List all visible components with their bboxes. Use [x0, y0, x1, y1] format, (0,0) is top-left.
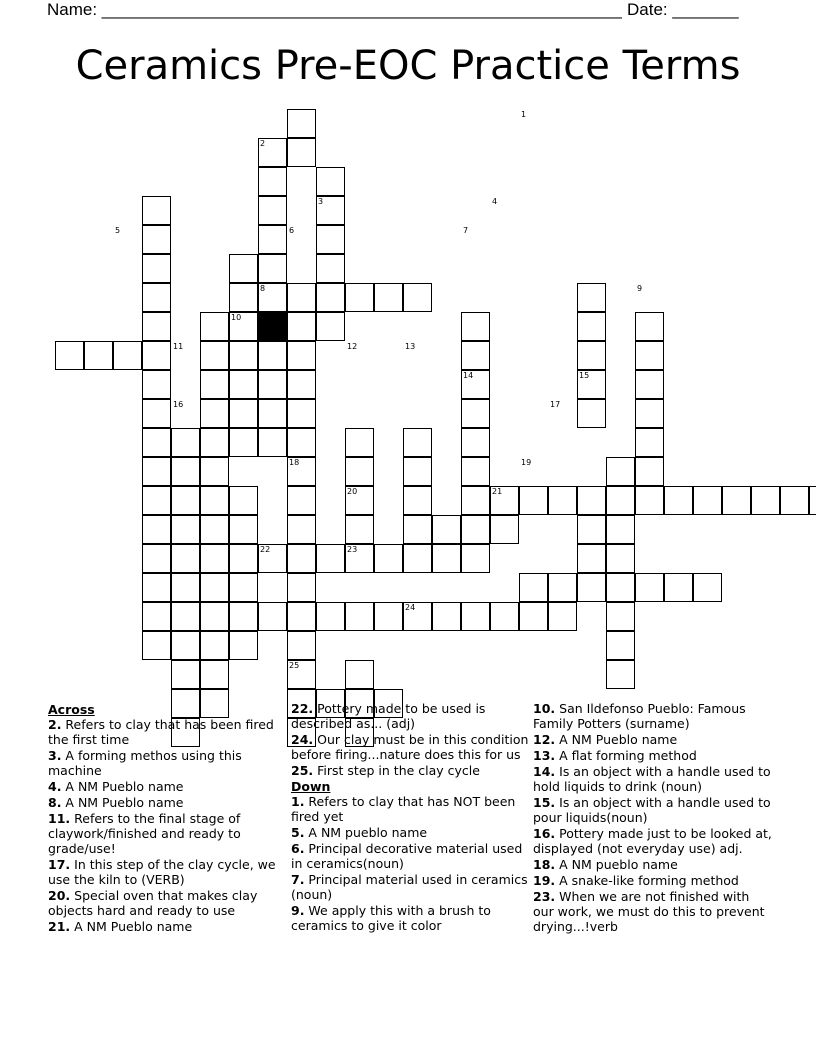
- page-title: Ceramics Pre-EOC Practice Terms: [75, 43, 741, 89]
- down-heading: Down: [291, 779, 331, 794]
- grid-cell[interactable]: [258, 341, 287, 370]
- grid-cell[interactable]: [229, 399, 258, 428]
- clue-number-label: 8: [260, 284, 266, 293]
- grid-cell[interactable]: [403, 486, 432, 515]
- clue-number: 17.: [48, 857, 71, 872]
- grid-cell[interactable]: [606, 544, 635, 573]
- grid-cell[interactable]: [142, 457, 171, 486]
- grid-cell[interactable]: [403, 515, 432, 544]
- grid-cell[interactable]: [142, 486, 171, 515]
- name-line[interactable]: _______________________________________________________: [101, 0, 622, 19]
- grid-cell[interactable]: [606, 631, 635, 660]
- clue: [48, 795, 286, 810]
- clue: [48, 717, 286, 747]
- grid-cell[interactable]: [55, 341, 84, 370]
- clue-text: San Ildefonso Pueblo: Famous Family Potters (surname): [533, 701, 746, 731]
- date-label: Date:: [627, 0, 673, 19]
- grid-cell[interactable]: [374, 283, 403, 312]
- grid-cell[interactable]: [432, 544, 461, 573]
- grid-cell[interactable]: [635, 428, 664, 457]
- grid-cell[interactable]: [635, 573, 664, 602]
- grid-cell[interactable]: [171, 602, 200, 631]
- clue-number: 15.: [533, 795, 556, 810]
- grid-cell[interactable]: [200, 370, 229, 399]
- grid-cell[interactable]: [461, 341, 490, 370]
- clue: [48, 811, 286, 856]
- clue-number: 19.: [533, 873, 556, 888]
- clue-text: Is an object with a handle used to hold liquids to drink (noun): [533, 764, 771, 794]
- grid-cell[interactable]: [403, 544, 432, 573]
- grid-cell[interactable]: [316, 254, 345, 283]
- clue-number-label: 21: [492, 487, 503, 496]
- grid-cell[interactable]: [229, 254, 258, 283]
- clue-number-label: 22: [260, 545, 271, 554]
- clue: [48, 888, 286, 918]
- grid-cell[interactable]: [316, 283, 345, 312]
- clue-text: A forming methos using this machine: [48, 748, 242, 778]
- clue-number-label: 6: [289, 226, 295, 235]
- grid-cell[interactable]: [200, 428, 229, 457]
- clue-number-label: 3: [318, 197, 324, 206]
- grid-cell[interactable]: [142, 254, 171, 283]
- grid-cell[interactable]: [287, 138, 316, 167]
- clue-number: 13.: [533, 748, 556, 763]
- grid-cell[interactable]: [229, 515, 258, 544]
- grid-cell[interactable]: [229, 370, 258, 399]
- grid-cell[interactable]: [142, 370, 171, 399]
- grid-cell[interactable]: [84, 341, 113, 370]
- clue: [533, 795, 773, 825]
- clue: [291, 763, 529, 778]
- grid-cell[interactable]: [171, 573, 200, 602]
- grid-cell[interactable]: [461, 486, 490, 515]
- grid-cell[interactable]: [606, 660, 635, 689]
- clue-number: 23.: [533, 889, 556, 904]
- grid-cell[interactable]: [142, 428, 171, 457]
- clue-text: A flat forming method: [555, 748, 697, 763]
- grid-cell[interactable]: [345, 428, 374, 457]
- across-heading: Across: [48, 702, 95, 717]
- grid-cell[interactable]: [635, 312, 664, 341]
- grid-cell[interactable]: [461, 312, 490, 341]
- grid-cell[interactable]: [229, 602, 258, 631]
- grid-cell[interactable]: [171, 428, 200, 457]
- clue-text: First step in the clay cycle: [313, 763, 480, 778]
- grid-cell[interactable]: [490, 602, 519, 631]
- grid-cell[interactable]: [200, 573, 229, 602]
- grid-cell[interactable]: [287, 573, 316, 602]
- clue-number-label: 1: [521, 110, 527, 119]
- clue-number: 2.: [48, 717, 62, 732]
- grid-cell[interactable]: [200, 312, 229, 341]
- clue-number: 4.: [48, 779, 62, 794]
- grid-cell[interactable]: [287, 399, 316, 428]
- clue-number-label: 11: [173, 342, 184, 351]
- clue-number: 25.: [291, 763, 314, 778]
- clue: [48, 748, 286, 778]
- grid-cell[interactable]: [635, 457, 664, 486]
- clue: [48, 779, 286, 794]
- grid-cell[interactable]: [229, 486, 258, 515]
- grid-cell[interactable]: [229, 341, 258, 370]
- clue: [533, 889, 773, 934]
- clue-text: We apply this with a brush to ceramics to give it color: [291, 903, 491, 933]
- grid-cell[interactable]: [200, 515, 229, 544]
- clue-text: A NM Pueblo name: [61, 795, 184, 810]
- grid-cell[interactable]: [664, 486, 693, 515]
- date-line[interactable]: _______: [672, 0, 739, 19]
- grid-cell[interactable]: [345, 457, 374, 486]
- clue-number-label: 14: [463, 371, 474, 380]
- clue-number-label: 13: [405, 342, 416, 351]
- grid-cell[interactable]: [142, 283, 171, 312]
- clue: [291, 841, 529, 871]
- clue-text: Pottery made to be used is described as... (adj): [291, 701, 486, 731]
- grid-cell[interactable]: [113, 341, 142, 370]
- grid-cell[interactable]: [577, 283, 606, 312]
- clue-number-label: 16: [173, 400, 184, 409]
- grid-cell[interactable]: [142, 225, 171, 254]
- grid-cell[interactable]: [142, 341, 171, 370]
- clue-number: 24.: [291, 732, 314, 747]
- clue-number: 11.: [48, 811, 71, 826]
- grid-cell[interactable]: [200, 341, 229, 370]
- clue-text: In this step of the clay cycle, we use the kiln to (VERB): [48, 857, 276, 887]
- grid-cell[interactable]: [142, 602, 171, 631]
- grid-cell[interactable]: [171, 486, 200, 515]
- clue: [291, 825, 529, 840]
- grid-cell[interactable]: [432, 515, 461, 544]
- clue-text: Refers to clay that has been fired the first time: [48, 717, 274, 747]
- clue-number: 6.: [291, 841, 305, 856]
- clue-number: 22.: [291, 701, 314, 716]
- grid-cell[interactable]: [606, 515, 635, 544]
- clue-text: Special oven that makes clay objects hard and ready to use: [48, 888, 258, 918]
- clue-number: 9.: [291, 903, 305, 918]
- grid-cell[interactable]: [287, 602, 316, 631]
- grid-cell[interactable]: [577, 312, 606, 341]
- grid-cell[interactable]: [461, 399, 490, 428]
- grid-cell[interactable]: [345, 515, 374, 544]
- clue: [533, 764, 773, 794]
- clue-text: A NM pueblo name: [304, 825, 428, 840]
- grid-cell[interactable]: [809, 486, 816, 515]
- grid-cell[interactable]: [258, 254, 287, 283]
- grid-cell[interactable]: [461, 544, 490, 573]
- grid-cell[interactable]: [548, 602, 577, 631]
- clue-column-2: [291, 701, 529, 934]
- grid-cell[interactable]: [171, 515, 200, 544]
- grid-cell[interactable]: [635, 341, 664, 370]
- grid-cell[interactable]: [287, 283, 316, 312]
- grid-cell[interactable]: [200, 602, 229, 631]
- clue: [291, 872, 529, 902]
- grid-cell[interactable]: [519, 573, 548, 602]
- grid-cell[interactable]: [316, 167, 345, 196]
- grid-cell[interactable]: [287, 312, 316, 341]
- grid-cell[interactable]: [287, 631, 316, 660]
- grid-cell[interactable]: [577, 486, 606, 515]
- clue: [48, 919, 286, 934]
- clue: [533, 857, 773, 872]
- grid-cell[interactable]: [461, 457, 490, 486]
- grid-cell[interactable]: [229, 544, 258, 573]
- clue-number: 10.: [533, 701, 556, 716]
- grid-cell[interactable]: [142, 573, 171, 602]
- grid-cell[interactable]: [548, 486, 577, 515]
- grid-cell[interactable]: [142, 196, 171, 225]
- grid-cell[interactable]: [171, 631, 200, 660]
- clue-number-label: 4: [492, 197, 498, 206]
- grid-cell[interactable]: [461, 428, 490, 457]
- grid-cell[interactable]: [142, 544, 171, 573]
- grid-cell[interactable]: [490, 515, 519, 544]
- grid-cell[interactable]: [693, 486, 722, 515]
- grid-cell[interactable]: [635, 399, 664, 428]
- grid-cell[interactable]: [258, 225, 287, 254]
- grid-cell[interactable]: [287, 370, 316, 399]
- grid-cell[interactable]: [403, 283, 432, 312]
- grid-cell[interactable]: [403, 457, 432, 486]
- clue-number: 3.: [48, 748, 62, 763]
- clue-number: 1.: [291, 794, 305, 809]
- clue-column-1: [48, 701, 286, 935]
- clue: [533, 826, 773, 856]
- grid-cell[interactable]: [258, 167, 287, 196]
- grid-cell[interactable]: [200, 457, 229, 486]
- clue-text: Our clay must be in this condition before firing...nature does this for us: [291, 732, 529, 762]
- clue-text: A NM Pueblo name: [555, 732, 678, 747]
- clue: [48, 857, 286, 887]
- grid-cell[interactable]: [142, 631, 171, 660]
- grid-cell[interactable]: [200, 399, 229, 428]
- grid-cell[interactable]: [606, 486, 635, 515]
- grid-cell[interactable]: [258, 602, 287, 631]
- clue-number-label: 23: [347, 545, 358, 554]
- clue-number: 18.: [533, 857, 556, 872]
- clue-number: 16.: [533, 826, 556, 841]
- grid-cell[interactable]: [287, 109, 316, 138]
- grid-cell[interactable]: [345, 283, 374, 312]
- grid-cell[interactable]: [142, 312, 171, 341]
- grid-cell[interactable]: [519, 602, 548, 631]
- clue-text: A NM Pueblo name: [70, 919, 193, 934]
- grid-cell[interactable]: [229, 631, 258, 660]
- grid-cell[interactable]: [287, 341, 316, 370]
- clue-number-label: 9: [637, 284, 643, 293]
- grid-cell[interactable]: [200, 660, 229, 689]
- clue-number-label: 19: [521, 458, 532, 467]
- grid-cell[interactable]: [374, 544, 403, 573]
- grid-cell[interactable]: [519, 486, 548, 515]
- grid-cell[interactable]: [606, 602, 635, 631]
- grid-cell[interactable]: [200, 544, 229, 573]
- grid-cell[interactable]: [258, 370, 287, 399]
- clue-text: Pottery made just to be looked at, displayed (not everyday use) adj.: [533, 826, 772, 856]
- clue: [533, 873, 773, 888]
- grid-cell[interactable]: [548, 573, 577, 602]
- clue-number-label: 25: [289, 661, 300, 670]
- clue: [533, 732, 773, 747]
- grid-cell[interactable]: [316, 602, 345, 631]
- clue: [533, 701, 773, 731]
- grid-cell[interactable]: [200, 486, 229, 515]
- clue-text: A snake-like forming method: [555, 873, 739, 888]
- grid-cell[interactable]: [577, 544, 606, 573]
- clue-text: Refers to clay that has NOT been fired yet: [291, 794, 516, 824]
- grid-cell[interactable]: [606, 573, 635, 602]
- grid-cell[interactable]: [287, 544, 316, 573]
- grid-cell[interactable]: [577, 341, 606, 370]
- clue: [291, 903, 529, 933]
- grid-cell[interactable]: [577, 515, 606, 544]
- clue: [291, 732, 529, 762]
- grid-cell[interactable]: [171, 660, 200, 689]
- clue-number-label: 18: [289, 458, 300, 467]
- grid-cell[interactable]: [577, 573, 606, 602]
- clue-number-label: 7: [463, 226, 469, 235]
- grid-cell[interactable]: [258, 399, 287, 428]
- grid-cell[interactable]: [142, 399, 171, 428]
- grid-cell[interactable]: [258, 428, 287, 457]
- grid-cell[interactable]: [287, 428, 316, 457]
- clue-number: 5.: [291, 825, 305, 840]
- grid-cell[interactable]: [780, 486, 809, 515]
- grid-cell[interactable]: [229, 573, 258, 602]
- grid-cell[interactable]: [432, 602, 461, 631]
- grid-cell[interactable]: [635, 486, 664, 515]
- clue-text: When we are not finished with our work, we must do this to prevent drying...!verb: [533, 889, 765, 934]
- grid-cell[interactable]: [461, 602, 490, 631]
- grid-cell[interactable]: [751, 486, 780, 515]
- grid-cell[interactable]: [200, 631, 229, 660]
- grid-cell[interactable]: [316, 544, 345, 573]
- clue-text: Principal decorative material used in ceramics(noun): [291, 841, 523, 871]
- grid-cell[interactable]: [374, 602, 403, 631]
- black-square: [258, 312, 287, 341]
- grid-cell[interactable]: [345, 602, 374, 631]
- grid-cell[interactable]: [345, 660, 374, 689]
- clue-text: Principal material used in ceramics (noun): [291, 872, 528, 902]
- grid-cell[interactable]: [722, 486, 751, 515]
- clue-text: Refers to the final stage of claywork/finished and ready to grade/use!: [48, 811, 241, 856]
- grid-cell[interactable]: [403, 428, 432, 457]
- clue-number-label: 20: [347, 487, 358, 496]
- clue-number-label: 10: [231, 313, 242, 322]
- grid-cell[interactable]: [635, 370, 664, 399]
- grid-cell[interactable]: [316, 225, 345, 254]
- clue-column-3: [533, 701, 773, 935]
- clue-number: 12.: [533, 732, 556, 747]
- clue-number-label: 17: [550, 400, 561, 409]
- clue-text: A NM Pueblo name: [61, 779, 184, 794]
- clue: [533, 748, 773, 763]
- grid-cell[interactable]: [229, 283, 258, 312]
- clue-number-label: 15: [579, 371, 590, 380]
- grid-cell[interactable]: [258, 196, 287, 225]
- clue-number-label: 12: [347, 342, 358, 351]
- grid-cell[interactable]: [229, 428, 258, 457]
- grid-cell[interactable]: [316, 312, 345, 341]
- clue-text: A NM pueblo name: [555, 857, 678, 872]
- clue: [291, 701, 529, 731]
- clue-number-label: 5: [115, 226, 121, 235]
- clue-text: Is an object with a handle used to pour liquids(noun): [533, 795, 771, 825]
- clue-number: 21.: [48, 919, 71, 934]
- grid-cell[interactable]: [461, 515, 490, 544]
- clue-number: 14.: [533, 764, 556, 779]
- clue-number: 20.: [48, 888, 71, 903]
- grid-cell[interactable]: [287, 515, 316, 544]
- clue-number: 8.: [48, 795, 62, 810]
- grid-cell[interactable]: [693, 573, 722, 602]
- grid-cell[interactable]: [577, 399, 606, 428]
- clue-number-label: 24: [405, 603, 416, 612]
- clue-number-label: 2: [260, 139, 266, 148]
- clue-number: 7.: [291, 872, 305, 887]
- grid-cell[interactable]: [287, 486, 316, 515]
- grid-cell[interactable]: [171, 457, 200, 486]
- grid-cell[interactable]: [142, 515, 171, 544]
- grid-cell[interactable]: [171, 544, 200, 573]
- name-label: Name:: [47, 0, 102, 19]
- grid-cell[interactable]: [606, 457, 635, 486]
- clue: [291, 794, 529, 824]
- grid-cell[interactable]: [664, 573, 693, 602]
